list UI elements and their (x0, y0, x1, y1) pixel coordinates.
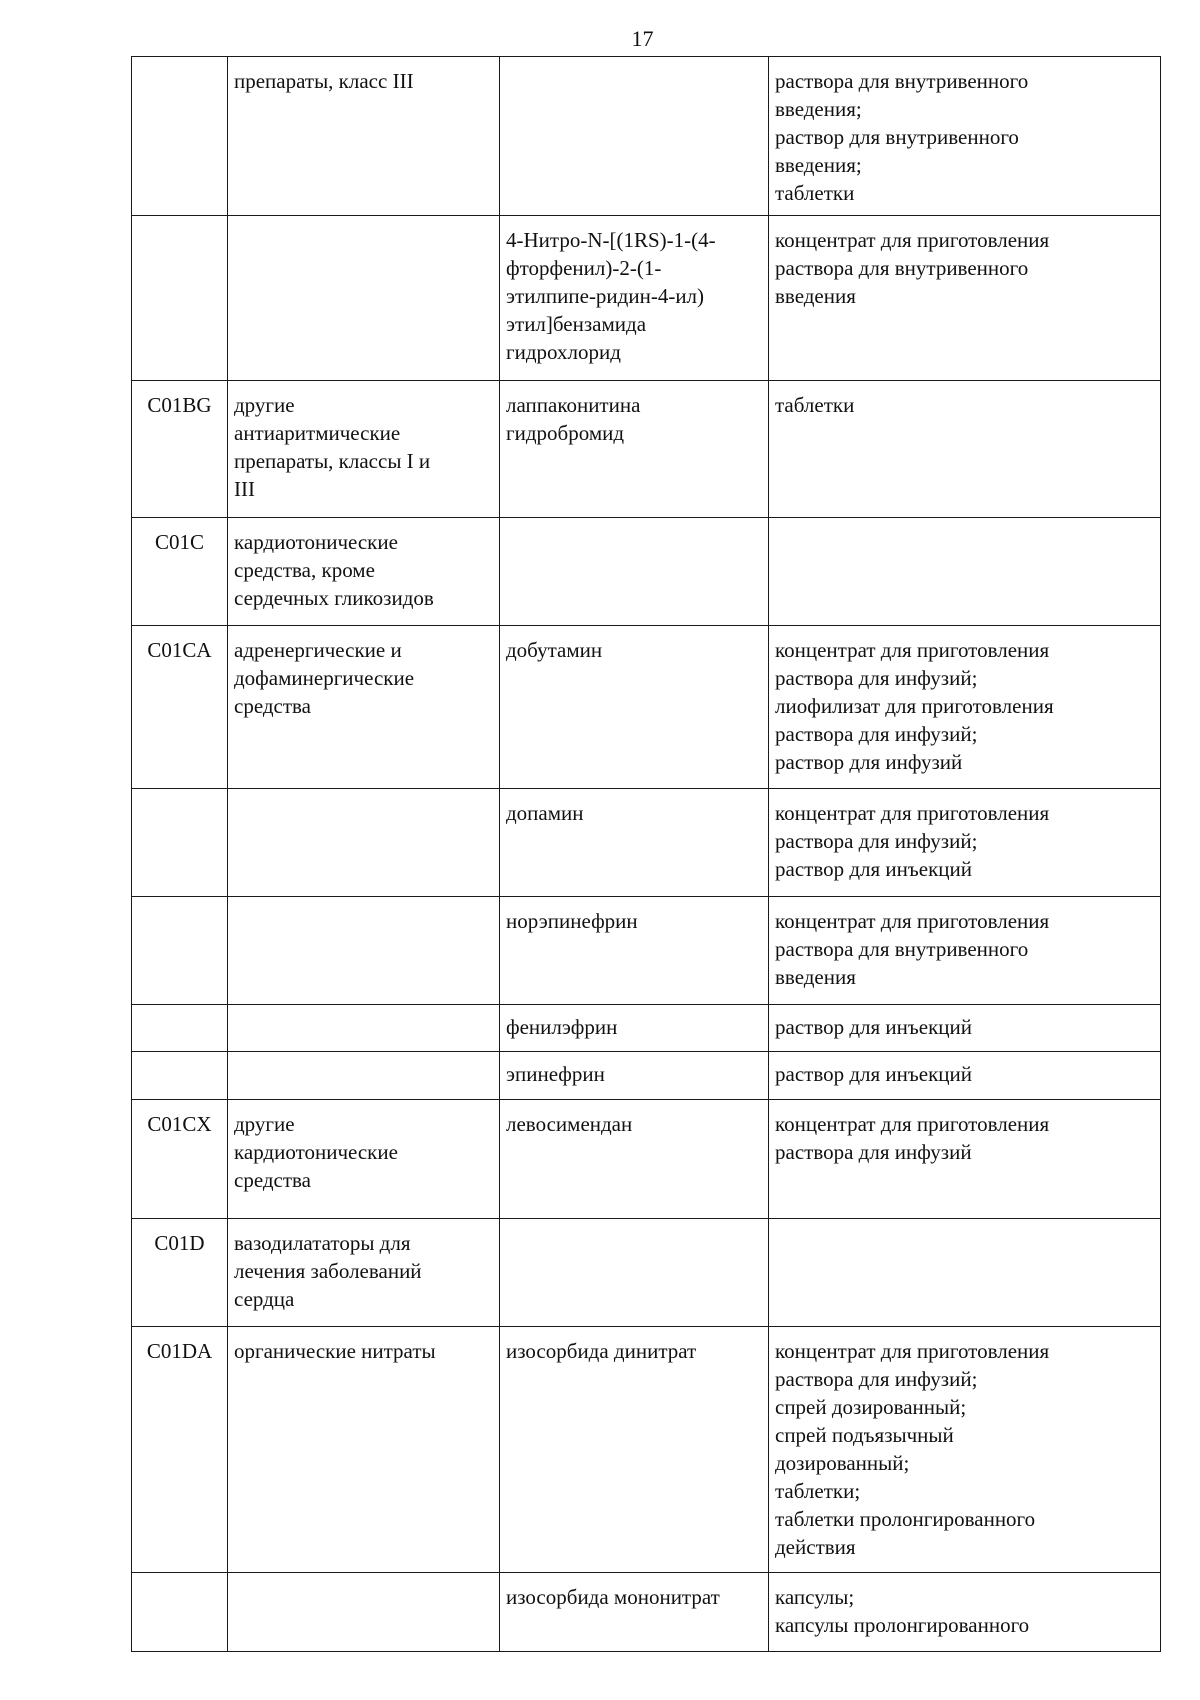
atc-code-cell (132, 1573, 228, 1652)
dosage-forms-cell: концентрат для приготовления раствора для инфузий (769, 1100, 1161, 1219)
dosage-forms-cell: концентрат для приготовления раствора для инфузий; лиофилизат для приготовления раствора для инфузий; раствор для инфузий (769, 626, 1161, 789)
drug-cell (500, 1219, 769, 1327)
drug-cell: 4-Нитро-N-[(1RS)-1-(4- фторфенил)-2-(1- этилпипе-ридин-4-ил) этил]бензамида гидрохлорид (500, 216, 769, 381)
atc-code-cell: C01BG (132, 381, 228, 518)
atc-code-cell (132, 1005, 228, 1052)
table-row (132, 381, 1161, 518)
dosage-forms-cell: раствор для инъекций (769, 1052, 1161, 1100)
drug-cell (500, 57, 769, 216)
table-row (132, 1327, 1161, 1573)
table-row (132, 1005, 1161, 1052)
group-cell: другие антиаритмические препараты, классы I и III (228, 381, 500, 518)
drug-cell: добутамин (500, 626, 769, 789)
dosage-forms-cell: концентрат для приготовления раствора для инфузий; спрей дозированный; спрей подъязычный дозированный; таблетки; таблетки пролонгированного действия (769, 1327, 1161, 1573)
table-row (132, 1100, 1161, 1219)
dosage-forms-cell: капсулы; капсулы пролонгированного (769, 1573, 1161, 1652)
drug-cell: эпинефрин (500, 1052, 769, 1100)
drug-cell: фенилэфрин (500, 1005, 769, 1052)
atc-code-cell (132, 216, 228, 381)
drug-cell (500, 518, 769, 626)
group-cell: органические нитраты (228, 1327, 500, 1573)
dosage-forms-cell: таблетки (769, 381, 1161, 518)
atc-code-cell (132, 789, 228, 897)
drug-cell: левосимендан (500, 1100, 769, 1219)
group-cell: кардиотонические средства, кроме сердечных гликозидов (228, 518, 500, 626)
group-cell (228, 1052, 500, 1100)
group-cell: вазодилататоры для лечения заболеваний сердца (228, 1219, 500, 1327)
group-cell: другие кардиотонические средства (228, 1100, 500, 1219)
drug-cell: норэпинефрин (500, 897, 769, 1005)
dosage-forms-cell: раствор для инъекций (769, 1005, 1161, 1052)
atc-code-cell (132, 57, 228, 216)
group-cell (228, 1573, 500, 1652)
atc-code-cell: C01CA (132, 626, 228, 789)
drug-cell: изосорбида динитрат (500, 1327, 769, 1573)
dosage-forms-cell: концентрат для приготовления раствора для внутривенного введения (769, 216, 1161, 381)
table-row (132, 57, 1161, 216)
drug-cell: допамин (500, 789, 769, 897)
group-cell: адренергические и дофаминергические средства (228, 626, 500, 789)
drug-cell: изосорбида мононитрат (500, 1573, 769, 1652)
page-number: 17 (631, 26, 654, 51)
dosage-forms-cell: концентрат для приготовления раствора для инфузий; раствор для инъекций (769, 789, 1161, 897)
dosage-forms-cell: раствора для внутривенного введения; раствор для внутривенного введения; таблетки (769, 57, 1161, 216)
drug-classification-table (131, 56, 1161, 1652)
table-row (132, 216, 1161, 381)
table-row (132, 789, 1161, 897)
group-cell: препараты, класс III (228, 57, 500, 216)
atc-code-cell: C01CX (132, 1100, 228, 1219)
table-row (132, 626, 1161, 789)
drug-cell: лаппаконитина гидробромид (500, 381, 769, 518)
atc-code-cell (132, 897, 228, 1005)
group-cell (228, 1005, 500, 1052)
group-cell (228, 789, 500, 897)
table-row (132, 1219, 1161, 1327)
table-row (132, 1573, 1161, 1652)
table-row (132, 897, 1161, 1005)
group-cell (228, 216, 500, 381)
table-row (132, 1052, 1161, 1100)
table-row (132, 518, 1161, 626)
atc-code-cell: C01D (132, 1219, 228, 1327)
atc-code-cell (132, 1052, 228, 1100)
group-cell (228, 897, 500, 1005)
dosage-forms-cell (769, 518, 1161, 626)
atc-code-cell: C01C (132, 518, 228, 626)
dosage-forms-cell: концентрат для приготовления раствора для внутривенного введения (769, 897, 1161, 1005)
dosage-forms-cell (769, 1219, 1161, 1327)
atc-code-cell: C01DA (132, 1327, 228, 1573)
